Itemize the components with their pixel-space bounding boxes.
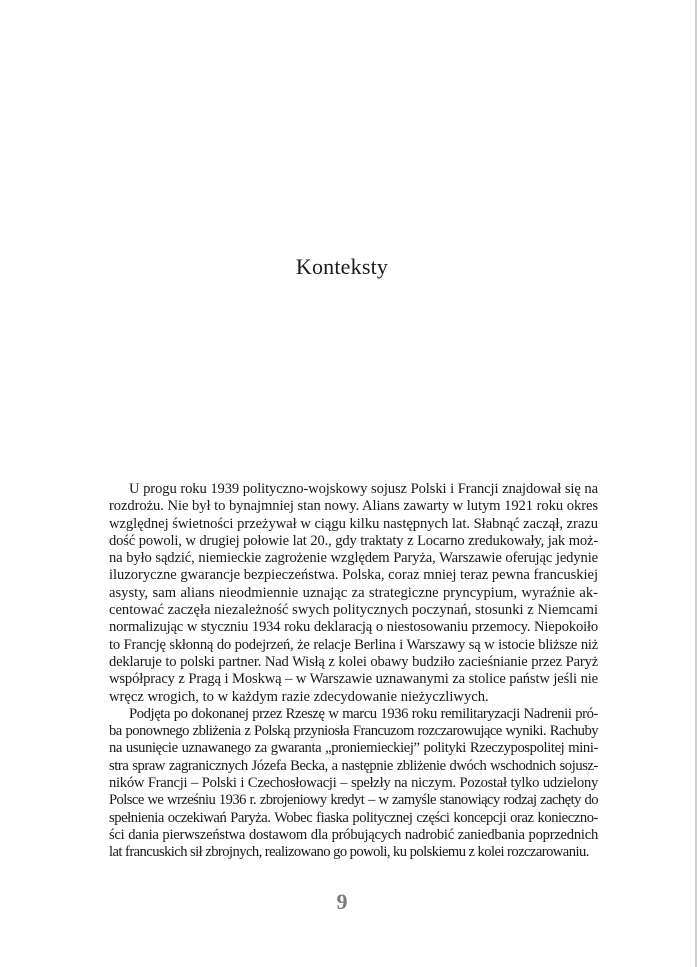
text-line: wręcz wrogich, to w każdym razie zdecydowanie nieżyczliwych.	[109, 688, 489, 705]
text-line: Polsce we wrześniu 1936 r. zbrojeniowy kredyt – w zamyśle stanowiący rodzaj zachęty do	[109, 792, 598, 809]
page-number: 9	[336, 889, 348, 914]
text-line: centować zaczęła niezależność swych politycznych poczynań, stosunki z Niemcami	[109, 602, 598, 619]
paragraph	[109, 481, 598, 706]
chapter-title: Konteksty	[295, 254, 389, 279]
text-line: Podjęta po dokonanej przez Rzeszę w marcu 1936 roku remilitaryzacji Nadrenii pró-	[129, 705, 598, 722]
text-line: ba ponownego zbliżenia z Polską przyniosła Francuzom rozczarowujące wyniki. Rachuby	[109, 723, 598, 740]
text-line: normalizując w styczniu 1934 roku deklaracją o niestosowaniu przemocy. Niepokoiło	[109, 619, 598, 636]
text-line: ników Francji – Polski i Czechosłowacji – spełzły na niczym. Pozostał tylko udzielony	[109, 775, 599, 792]
text-line: lat francuskich sił zbrojnych, realizowano go powoli, ku polskiemu z kolei rozczarowaniu.	[109, 844, 589, 861]
text-line: stra spraw zagranicznych Józefa Becka, a następnie zbliżenie dwóch wschodnich sojusz-	[109, 757, 598, 774]
text-line: iluzoryczne gwarancje bezpieczeństwa. Polska, coraz mniej teraz pewna francuskiej	[109, 567, 598, 584]
text-line: na usunięcie uznawanego za gwaranta „proniemieckiej” polityki Rzeczypospolitej mini-	[109, 740, 598, 757]
text-line: dość powoli, w drugiej połowie lat 20., gdy traktaty z Locarno zredukowały, jak moż-	[109, 532, 598, 549]
text-line: U progu roku 1939 polityczno-wojskowy sojusz Polski i Francji znajdował się na	[129, 481, 598, 497]
text-line: spełnienia oczekiwań Paryża. Wobec fiaska politycznej części koncepcji oraz konieczno-	[109, 809, 598, 826]
text-line: rozdrożu. Nie był to bynajmniej stan nowy. Alians zawarty w lutym 1921 roku okres	[109, 498, 599, 515]
paragraph	[109, 706, 598, 862]
text-line: ści dania pierwszeństwa dostawom dla próbujących nadrobić zaniedbania poprzednich	[109, 826, 598, 843]
text-line: asysty, sam alians nieodmiennie uznając za strategiczne pryncypium, wyraźnie ak-	[109, 584, 599, 601]
text-line: współpracy z Pragą i Moskwą – w Warszawie uznawanymi za stolice państw jeśli nie	[109, 671, 598, 688]
text-line: względnej świetności przeżywał w ciągu kilku następnych lat. Słabnąć zaczął, zrazu	[109, 515, 598, 532]
text-line: to Francję skłonną do podejrzeń, że relacje Berlina i Warszawy są w istocie bliższe niż	[109, 636, 598, 653]
text-line: na było sądzić, niemieckie zagrożenie względem Paryża, Warszawie oferując jedynie	[109, 550, 598, 567]
text-line: deklaruje to polski partner. Nad Wisłą z kolei obawy budziło zacieśnianie przez Paryż	[109, 653, 598, 670]
body-text	[109, 481, 598, 862]
